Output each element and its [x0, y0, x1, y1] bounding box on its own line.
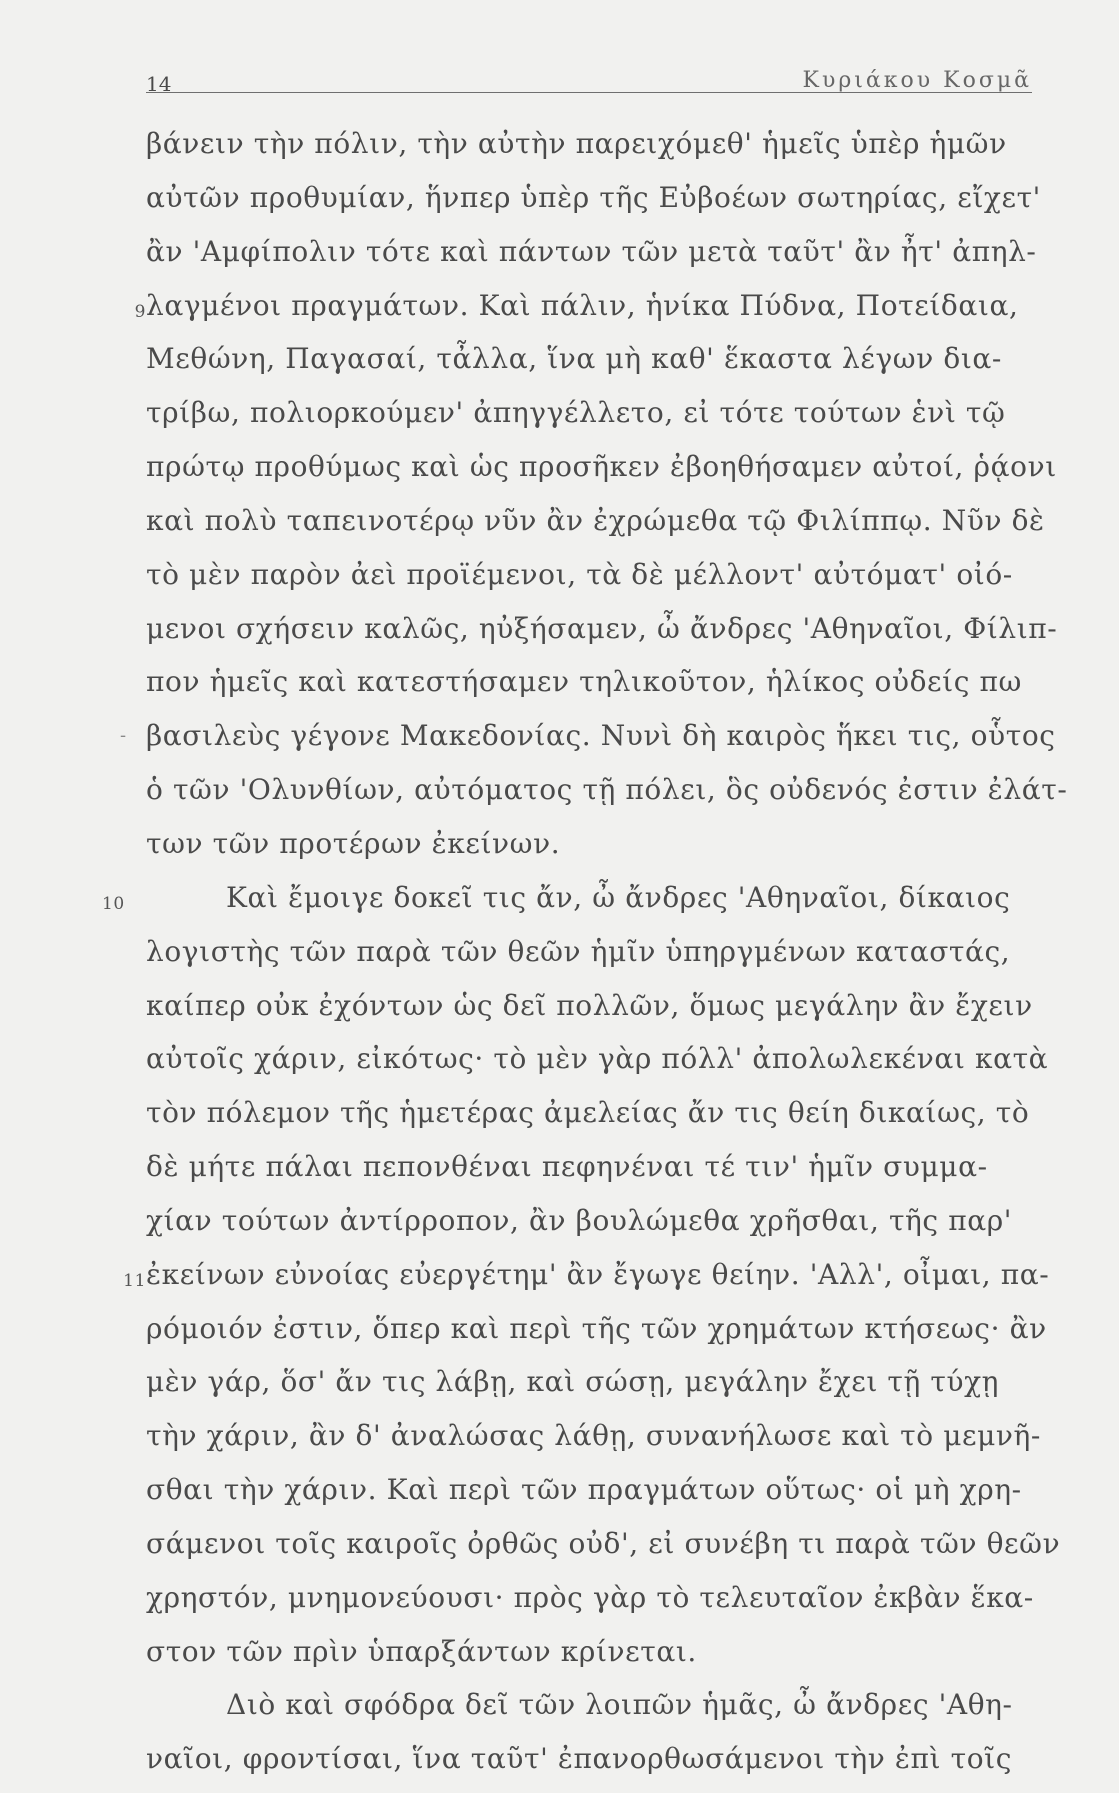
- text-line: [146, 1739, 1046, 1793]
- text-line: [120, 716, 1056, 770]
- line-text: καίπερ οὐκ ἐχόντων ὡς δεῖ πολλῶν, ὅμως μεγάλην ἂν ἔχειν: [146, 988, 1033, 1022]
- line-text: αὐτῶν προθυμίαν, ἥνπερ ὑπὲρ τῆς Εὐβοέων σωτηρίας, εἴχετ': [146, 180, 1041, 214]
- text-line: [146, 1632, 1046, 1686]
- line-text: αὐτοῖς χάριν, εἰκότως· τὸ μὲν γὰρ πόλλ' ἀπολωλεκέναι κατὰ: [146, 1042, 1049, 1076]
- text-line: [123, 1255, 1050, 1309]
- text-line: [146, 1309, 1046, 1363]
- line-text: πον ἡμεῖς καὶ κατεστήσαμεν τηλικοῦτον, ἡλίκος οὐδείς πω: [146, 665, 1022, 699]
- line-text: Καὶ ἔμοιγε δοκεῖ τις ἄν, ὦ ἄνδρες 'Αθηναῖοι, δίκαιος: [226, 880, 1011, 914]
- text-line: [146, 824, 1046, 878]
- text-body: [102, 124, 1068, 1793]
- text-line: [146, 232, 1046, 286]
- text-line: [146, 339, 1046, 393]
- text-line: [146, 178, 1046, 232]
- line-text: τὸν πόλεμον τῆς ἡμετέρας ἀμελείας ἄν τις θείη δικαίως, τὸ: [146, 1096, 1030, 1130]
- line-text: ρόμοιόν ἐστιν, ὅπερ καὶ περὶ τῆς τῶν χρημάτων κτήσεως· ἂν: [146, 1311, 1047, 1345]
- text-line: [146, 986, 1046, 1040]
- text-line: [146, 1093, 1046, 1147]
- text-line: [146, 1147, 1046, 1201]
- line-text: τρίβω, πολιορκούμεν' ἀπηγγέλλετο, εἰ τότε τούτων ἑνὶ τῷ: [146, 396, 1006, 430]
- text-line: [146, 555, 1046, 609]
- text-line: [146, 501, 1046, 555]
- line-text: Μεθώνη, Παγασαί, τἆλλα, ἵνα μὴ καθ' ἕκαστα λέγων δια-: [146, 342, 1002, 376]
- text-line: [146, 1685, 1046, 1739]
- text-line: [146, 609, 1058, 663]
- line-text: ἐκείνων εὐνοίας εὐεργέτημ' ἂν ἔγωγε θείην. 'Αλλ', οἶμαι, πα-: [146, 1257, 1050, 1291]
- page-header: [146, 62, 1032, 96]
- text-line: [146, 1524, 1061, 1578]
- text-line: [146, 932, 1046, 986]
- line-text: χίαν τούτων ἀντίρροπον, ἂν βουλώμεθα χρῆσθαι, τῆς παρ': [146, 1203, 1013, 1237]
- text-line: [146, 1578, 1046, 1632]
- text-line: [146, 662, 1046, 716]
- section-number: 11: [123, 1270, 146, 1291]
- line-text: βάνειν τὴν πόλιν, τὴν αὐτὴν παρειχόμεθ' ἡμεῖς ὑπὲρ ἡμῶν: [146, 127, 1007, 160]
- line-text: δὲ μήτε πάλαι πεπονθέναι πεφηνέναι τέ τιν' ἡμῖν συμμα-: [146, 1150, 988, 1184]
- line-text: ἂν 'Αμφίπολιν τότε καὶ πάντων τῶν μετὰ ταῦτ' ἂν ἦτ' ἀπηλ-: [146, 234, 1037, 268]
- line-text: σάμενοι τοῖς καιροῖς ὀρθῶς οὐδ', εἰ συνέβη τι παρὰ τῶν θεῶν: [146, 1526, 1061, 1560]
- line-text: στον τῶν πρὶν ὑπαρξάντων κρίνεται.: [146, 1634, 697, 1668]
- text-line: [146, 1039, 1049, 1093]
- line-text: τὸ μὲν παρὸν ἀεὶ προϊέμενοι, τὰ δὲ μέλλοντ' αὐτόματ' οἰό-: [146, 557, 1013, 591]
- running-head: Κυριάκου Κοσμᾶ: [802, 68, 1032, 93]
- text-line: [146, 770, 1068, 824]
- section-number: 9: [134, 301, 146, 322]
- text-line: [146, 1201, 1046, 1255]
- line-text: μὲν γάρ, ὅσ' ἄν τις λάβῃ, καὶ σώσῃ, μεγάλην ἔχει τῇ τύχῃ: [146, 1365, 1000, 1399]
- line-text: Διὸ καὶ σφόδρα δεῖ τῶν λοιπῶν ἡμᾶς, ὦ ἄνδρες 'Αθη-: [226, 1688, 1013, 1722]
- section-number: 10: [102, 893, 125, 914]
- line-text: τὴν χάριν, ἂν δ' ἀναλώσας λάθῃ, συνανήλωσε καὶ τὸ μεμνῆ-: [146, 1419, 1041, 1453]
- text-line: [146, 124, 1046, 178]
- line-text: χρηστόν, μνημονεύουσι· πρὸς γὰρ τὸ τελευταῖον ἐκβὰν ἕκα-: [146, 1580, 1034, 1614]
- page-number: 14: [146, 72, 172, 96]
- line-text: ὁ τῶν 'Ολυνθίων, αὐτόματος τῇ πόλει, ὃς οὐδενός ἐστιν ἐλάτ-: [146, 773, 1068, 807]
- line-text: λογιστὴς τῶν παρὰ τῶν θεῶν ἡμῖν ὑπηργμένων καταστάς,: [146, 934, 1011, 968]
- text-line: [146, 1362, 1046, 1416]
- line-text: λαγμένοι πραγμάτων. Καὶ πάλιν, ἡνίκα Πύδνα, Ποτείδαια,: [146, 288, 1019, 322]
- line-text: καὶ πολὺ ταπεινοτέρῳ νῦν ἂν ἐχρώμεθα τῷ Φιλίππῳ. Νῦν δὲ: [146, 503, 1045, 537]
- line-text: ναῖοι, φροντίσαι, ἵνα ταῦτ' ἐπανορθωσάμενοι τὴν ἐπὶ τοῖς: [146, 1742, 1013, 1776]
- line-text: των τῶν προτέρων ἐκείνων.: [146, 826, 561, 860]
- text-line: [146, 1416, 1046, 1470]
- line-text: μενοι σχήσειν καλῶς, ηὐξήσαμεν, ὦ ἄνδρες 'Αθηναῖοι, Φίλιπ-: [146, 611, 1058, 645]
- line-text: σθαι τὴν χάριν. Καὶ περὶ τῶν πραγμάτων οὕτως· οἱ μὴ χρη-: [146, 1473, 1022, 1507]
- margin-mark: -: [120, 725, 127, 747]
- text-line: [146, 1470, 1046, 1524]
- line-text: βασιλεὺς γέγονε Μακεδονίας. Νυνὶ δὴ καιρὸς ἥκει τις, οὗτος: [146, 719, 1056, 753]
- text-line: [102, 878, 1046, 932]
- text-line: [146, 393, 1046, 447]
- line-text: πρώτῳ προθύμως καὶ ὡς προσῆκεν ἐβοηθήσαμεν αὐτοί, ῥᾴονι: [146, 450, 1057, 484]
- text-line: [134, 286, 1046, 340]
- text-line: [146, 447, 1057, 501]
